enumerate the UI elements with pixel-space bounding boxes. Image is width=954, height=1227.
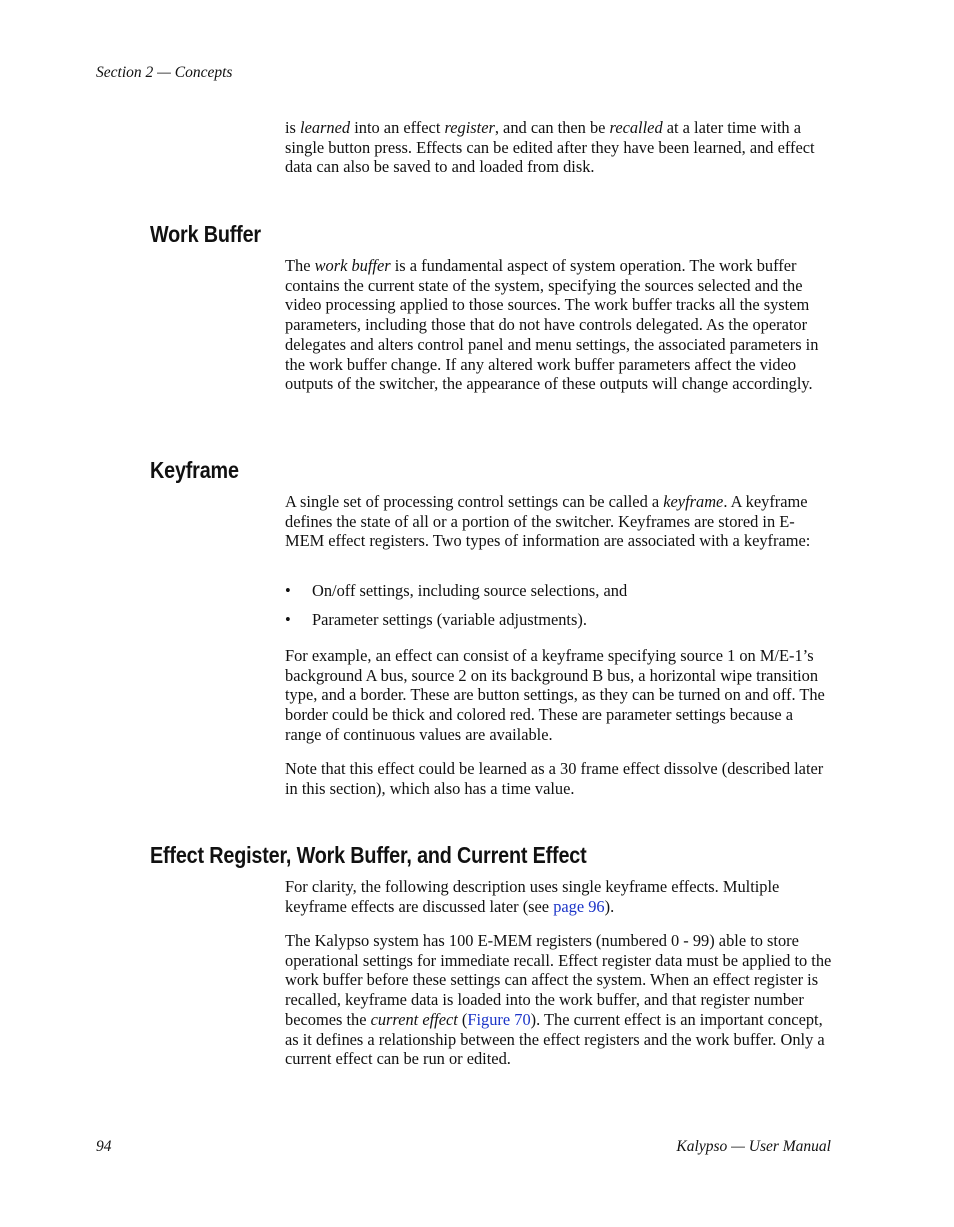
term-recalled: recalled	[609, 118, 663, 137]
text-run: ). The current effect is an important concept, as it defines a relationship between the effect registers and the work buffer. Only a current effect can be run or edited.	[285, 1009, 825, 1069]
text-run: (	[457, 1009, 468, 1029]
term-keyframe: keyframe	[663, 492, 724, 511]
text-run: The Kalypso system has 100 E-MEM registers (numbered 0 - 99) able to store operational settings for immediate recall. Effect register data must be applied to the work buffer before these settings can affect the system. When an effect register is recalled, keyframe data is loaded into the work buffer, and that register number becomes the	[285, 931, 832, 1029]
text-run: is	[285, 118, 301, 137]
running-header: Section 2 — Concepts	[96, 64, 233, 81]
heading-keyframe: Keyframe	[150, 457, 239, 483]
text-run: , and can then be	[494, 118, 610, 137]
intro-paragraph	[285, 118, 833, 177]
heading-work-buffer: Work Buffer	[150, 221, 261, 247]
keyframe-note-paragraph: Note that this effect could be learned as a 30 frame effect dissolve (described later in this section), which also has a time value.	[285, 759, 824, 798]
term-learned: learned	[300, 118, 351, 137]
keyframe-paragraph	[285, 492, 833, 551]
text-run: The	[285, 256, 315, 275]
page-number: 94	[96, 1138, 112, 1155]
page-96-link[interactable]: page 96	[553, 896, 605, 916]
term-current-effect: current effect	[370, 1009, 458, 1029]
text-run: . A keyframe defines the state of all or a portion of the switcher. Keyframes are stored in E-MEM effect registers. Two types of information are associated with a keyframe:	[285, 492, 811, 551]
effect-register-paragraph-1	[285, 877, 833, 916]
term-work-buffer: work buffer	[314, 256, 391, 275]
heading-effect-register: Effect Register, Work Buffer, and Current Effect	[150, 842, 587, 868]
term-register: register	[444, 118, 495, 137]
text-run: A single set of processing control settings can be called a	[285, 492, 664, 511]
effect-register-paragraph-2	[285, 931, 833, 1069]
text-run: at a later time with a single button press. Effects can be edited after they have been learned, and effect data can also be saved to and loaded from disk.	[285, 118, 815, 177]
bullet-icon: •	[285, 581, 291, 600]
bullet-label: Parameter settings (variable adjustments).	[312, 610, 587, 629]
text-run: ).	[604, 896, 615, 916]
manual-title: Kalypso — User Manual	[676, 1138, 831, 1155]
text-run: For clarity, the following description uses single keyframe effects. Multiple keyframe effects are discussed later (see	[285, 877, 780, 916]
bullet-icon: •	[285, 610, 291, 629]
work-buffer-paragraph	[285, 256, 833, 394]
text-run: is a fundamental aspect of system operation. The work buffer contains the current state of the system, specifying the sources selected and the video processing applied to those sources. The work buffer tracks all the system parameters, including those that do not have controls delegated. As the operator delegates and alters control panel and menu settings, the associated parameters in the work buffer change. If any altered work buffer parameters affect the video outputs of the switcher, the appearance of these outputs will change accordingly.	[285, 256, 819, 394]
bullet-label: On/off settings, including source selections, and	[312, 581, 628, 600]
text-run: into an effect	[350, 118, 445, 137]
keyframe-example-paragraph: For example, an effect can consist of a keyframe specifying source 1 on M/E-1’s background A bus, source 2 on its background B bus, a horizontal wipe transition type, and a border. These are button settings, as they can be turned on and off. The border could be thick and colored red. These are parameter settings because a range of continuous values are available.	[285, 646, 825, 744]
figure-70-link[interactable]: Figure 70	[467, 1009, 531, 1029]
